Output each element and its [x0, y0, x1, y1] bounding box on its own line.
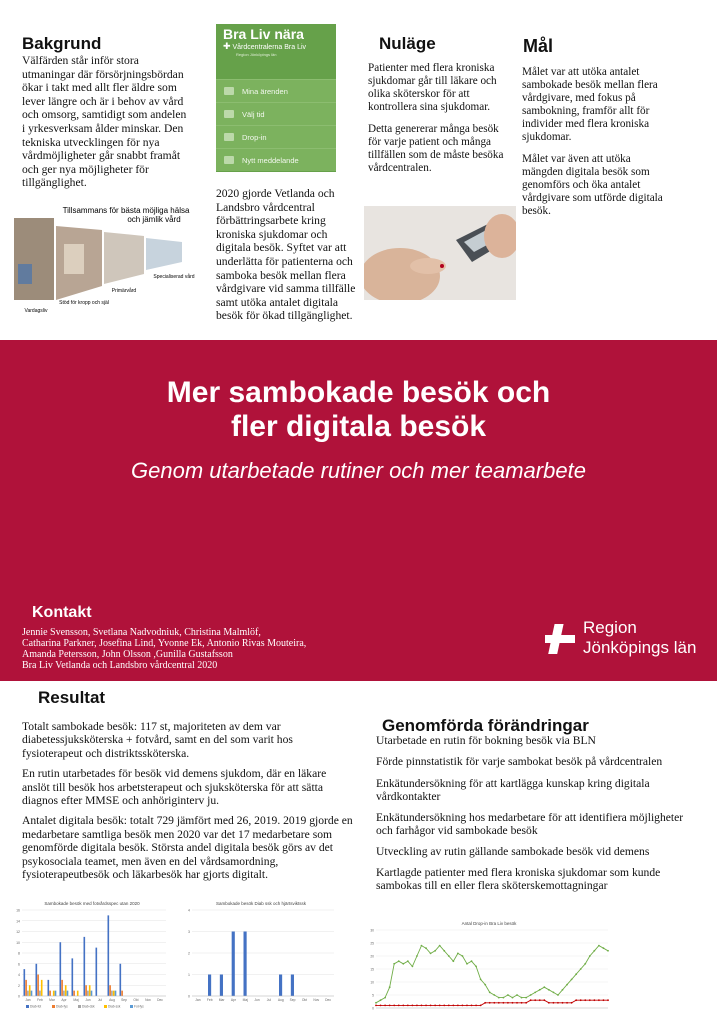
data-point — [507, 1002, 509, 1004]
x-tick-label: Jan — [25, 998, 31, 1002]
bra-liv-app-screenshot — [216, 24, 336, 172]
data-point — [557, 994, 559, 996]
x-tick-label: Jun — [254, 998, 260, 1002]
data-point — [484, 984, 486, 986]
photo-detail — [64, 244, 84, 274]
data-point — [421, 945, 423, 947]
data-point — [389, 986, 391, 988]
data-point — [407, 1005, 409, 1007]
legend-label: Diab-ssk — [108, 1004, 121, 1009]
legend-swatch — [52, 1005, 55, 1008]
bar — [27, 991, 29, 996]
data-point — [416, 955, 418, 957]
data-point — [439, 1005, 441, 1007]
x-tick-label: Aug — [277, 998, 284, 1002]
bar — [49, 991, 51, 996]
y-tick-label: 5 — [372, 993, 374, 998]
y-tick-label: 4 — [188, 908, 190, 913]
data-point — [475, 1005, 477, 1007]
x-tick-label: Apr — [230, 998, 236, 1002]
app-menu-item[interactable]: Välj tid — [216, 102, 336, 125]
data-point — [575, 999, 577, 1001]
bar — [87, 991, 89, 996]
bakgrund-text: Välfärden står inför stora utmaningar där försörjningsbördan ökar i takt med allt fler äldre som lever längre och är i behov av vård och omsorg, samtidigt som andelen i yrkesverksam ålder minskar. Den tekniska utvecklingen för nya vårdmöjligheter går snabbt framåt och ger nya möjligheter för tillgänglighet. — [22, 54, 187, 190]
person-icon — [224, 87, 234, 95]
bar — [244, 932, 247, 997]
data-point — [534, 992, 536, 994]
list-item: Utveckling av rutin gällande sambokade besök vid demens — [376, 845, 650, 859]
list-item: Kartlagde patienter med flera kroniska sjukdomar som kunde sambokas till en eller flera sköterskemottagningar — [376, 866, 661, 893]
x-tick-label: Dec — [325, 998, 332, 1002]
changes-list — [376, 734, 696, 901]
data-point — [493, 994, 495, 996]
app-subtitle: ✚ Vårdcentralerna Bra Liv — [223, 41, 307, 51]
poster-title-line-1: Mer sambokade besök och — [166, 376, 551, 409]
bar — [208, 975, 211, 997]
x-tick-label: Jul — [97, 998, 103, 1002]
data-point — [489, 1002, 491, 1004]
infographic-label-3: Primärvård — [111, 288, 137, 294]
data-point — [512, 997, 514, 999]
data-point — [457, 953, 459, 955]
data-point — [466, 1005, 468, 1007]
bar — [77, 991, 79, 996]
bar — [73, 991, 75, 996]
bar — [60, 942, 62, 996]
bar — [36, 964, 38, 996]
resultat-text — [22, 720, 354, 888]
bar — [121, 991, 123, 996]
series-line — [376, 1000, 608, 1005]
photo-primary — [104, 232, 144, 284]
x-tick-label: Maj — [242, 998, 248, 1002]
bar — [31, 991, 33, 996]
nulage-paragraph-1: Patienter med flera kroniska sjukdomar går till läkare och olika sköterskor för att kontrollera sina sjukdomar. — [368, 62, 497, 113]
legend-swatch — [130, 1005, 133, 1008]
data-point — [534, 999, 536, 1001]
data-point — [480, 1005, 482, 1007]
y-tick-label: 2 — [18, 983, 20, 988]
data-point — [598, 945, 600, 947]
resultat-paragraph-1: Totalt sambokade besök: 117 st, majoriteten av dem var diabetessjuksköterska + fotvård, samt en del som varit hos fysioterapeut och distriktssköterska. — [22, 720, 293, 760]
bar — [67, 991, 69, 996]
data-point — [580, 968, 582, 970]
x-tick-label: Feb — [206, 998, 213, 1002]
app-subsubtitle: Region Jönköpings län — [236, 52, 277, 57]
y-tick-label: 0 — [18, 994, 20, 999]
logo-text-2: Jönköpings län — [583, 638, 697, 657]
x-tick-label: Nov — [145, 998, 151, 1002]
mal-text — [522, 66, 668, 218]
data-point — [443, 1005, 445, 1007]
y-tick-label: 3 — [188, 930, 190, 934]
kontakt-line: Jennie Svensson, Svetlana Nadvodniuk, Christina Malmlöf, — [22, 627, 261, 638]
data-point — [475, 966, 477, 968]
poster-title — [0, 376, 717, 444]
x-tick-label: Okt — [301, 998, 307, 1002]
data-point — [562, 1002, 564, 1004]
nulage-text — [368, 62, 508, 175]
list-item: Enkätundersökning hos medarbetare för att identifiera möjligheter och farhågor vid sambokade besök — [376, 810, 684, 837]
x-tick-label: Feb — [37, 998, 43, 1002]
chart-sambokade-fotvard — [12, 898, 172, 1012]
data-point — [557, 1002, 559, 1004]
y-tick-label: 1 — [188, 973, 190, 977]
nulage-paragraph-2: Detta genererar många besök för varje patient och många tillfällen som de måste besöka vårdcentralen. — [368, 123, 504, 174]
data-point — [498, 997, 500, 999]
y-tick-label: 14 — [16, 919, 20, 924]
data-point — [375, 1005, 377, 1007]
bar — [108, 915, 110, 996]
bar — [291, 975, 294, 997]
app-menu-item[interactable]: Drop-in — [216, 125, 336, 148]
y-tick-label: 10 — [16, 940, 20, 945]
y-tick-label: 8 — [18, 951, 20, 956]
data-point — [484, 1002, 486, 1004]
kontakt-line: Amanda Petersson, John Olsson ,Gunilla Gustafsson — [22, 649, 233, 660]
bar — [96, 948, 98, 996]
kontakt-line: Bra Liv Vetlanda och Landsbro vårdcentral 2020 — [22, 660, 218, 671]
x-tick-label: Mar — [49, 998, 55, 1002]
mal-paragraph-1: Målet var att utöka antalet sambokade besök mellan flera vårdgivare, med fokus på sambokning, framför allt för individer med flera kroniska sjukdomar. — [522, 66, 658, 143]
chart-title: Sambokade besök Diab ssk och hjärtsviktssk — [215, 901, 307, 906]
data-point — [607, 950, 609, 952]
nulage-heading: Nuläge — [379, 34, 436, 53]
data-point — [411, 966, 413, 968]
list-item: Enkätundersökning för att kartlägga kunskap kring digitala vårdkontakter — [376, 776, 650, 803]
data-point — [480, 979, 482, 981]
legend-label: Fot-fys — [134, 1004, 144, 1009]
infographic-label-1: Vardagsliv — [24, 308, 48, 314]
data-point — [521, 1002, 523, 1004]
bar — [55, 991, 57, 996]
app-menu-item[interactable]: Nytt meddelande — [216, 148, 336, 171]
data-point — [598, 999, 600, 1001]
x-tick-label: Mar — [218, 998, 225, 1002]
data-point — [425, 1005, 427, 1007]
poster-subtitle: Genom utarbetade rutiner och mer teamarbete — [131, 458, 586, 483]
app-menu-item[interactable]: Mina ärenden — [216, 79, 336, 102]
app-title: Bra Liv nära — [223, 26, 304, 42]
bar — [85, 985, 87, 996]
x-tick-label: Nov — [313, 998, 320, 1002]
data-point — [471, 1005, 473, 1007]
logo-text-1: Region — [583, 618, 637, 637]
cross-logo-icon — [543, 622, 577, 656]
data-point — [398, 960, 400, 962]
data-point — [589, 999, 591, 1001]
resultat-heading: Resultat — [38, 688, 106, 707]
data-point — [507, 994, 509, 996]
data-point — [384, 997, 386, 999]
bar — [39, 991, 41, 996]
chart-title: Antal Drop-in Bra Liv besök — [461, 921, 517, 926]
data-point — [539, 999, 541, 1001]
photo-detail — [18, 264, 32, 284]
message-icon — [224, 156, 234, 164]
x-tick-label: Okt — [133, 998, 139, 1002]
mal-heading: Mål — [523, 36, 554, 56]
data-point — [521, 997, 523, 999]
data-point — [571, 979, 573, 981]
y-tick-label: 16 — [16, 908, 20, 913]
legend-label: Diab-fys — [56, 1004, 68, 1009]
y-tick-label: 0 — [188, 994, 190, 999]
legend-swatch — [104, 1005, 107, 1008]
region-jonkoping-logo — [543, 618, 703, 660]
y-tick-label: 4 — [18, 973, 20, 977]
data-point — [525, 997, 527, 999]
data-point — [512, 1002, 514, 1004]
bar — [220, 975, 223, 997]
data-point — [421, 1005, 423, 1007]
data-point — [462, 1005, 464, 1007]
x-tick-label: Sep — [121, 998, 127, 1002]
bar — [53, 991, 55, 996]
bar — [84, 937, 86, 996]
data-point — [471, 960, 473, 962]
chart-title: Sambokade besök med fotvårdsspec utan 2020 — [44, 901, 140, 906]
data-point — [607, 999, 609, 1001]
infographic-title-2: och jämlik vård — [127, 215, 181, 224]
data-point — [430, 953, 432, 955]
bar — [63, 991, 65, 996]
data-point — [448, 1005, 450, 1007]
data-point — [498, 1002, 500, 1004]
title-banner — [0, 340, 717, 681]
data-point — [439, 945, 441, 947]
legend-label: Diab-fot — [30, 1004, 42, 1009]
data-point — [393, 1005, 395, 1007]
data-point — [380, 999, 382, 1001]
x-tick-label: Jun — [85, 998, 91, 1002]
data-point — [443, 950, 445, 952]
data-point — [516, 994, 518, 996]
kontakt-text — [22, 627, 352, 671]
kontakt-line: Catharina Parkner, Josefina Lind, Yvonne Ek, Antonio Rivas Mouteira, — [22, 638, 307, 649]
kontakt-heading: Kontakt — [32, 604, 92, 621]
data-point — [530, 994, 532, 996]
list-item: Utarbetade en rutin för bokning besök via BLN — [376, 734, 596, 747]
data-point — [430, 1005, 432, 1007]
y-tick-label: 10 — [370, 980, 374, 985]
data-point — [562, 989, 564, 991]
data-point — [452, 1005, 454, 1007]
data-point — [539, 989, 541, 991]
data-point — [575, 973, 577, 975]
data-point — [603, 999, 605, 1001]
data-point — [434, 1005, 436, 1007]
data-point — [543, 999, 545, 1001]
x-tick-label: Apr — [61, 998, 67, 1002]
y-tick-label: 25 — [370, 941, 374, 946]
x-tick-label: Dec — [157, 998, 163, 1002]
bar — [232, 932, 235, 997]
data-point — [543, 986, 545, 988]
app-menu — [216, 79, 336, 171]
data-point — [425, 947, 427, 949]
data-point — [411, 1005, 413, 1007]
data-point — [416, 1005, 418, 1007]
bar — [72, 958, 74, 996]
chart-drop-in-besok — [364, 918, 614, 1018]
bar — [279, 975, 282, 997]
data-point — [593, 950, 595, 952]
bar — [41, 980, 43, 996]
bar — [61, 980, 63, 996]
data-point — [525, 1002, 527, 1004]
x-tick-label: Aug — [109, 998, 115, 1002]
y-tick-label: 12 — [16, 930, 20, 934]
y-tick-label: 30 — [370, 928, 374, 933]
bar — [91, 991, 93, 996]
data-point — [452, 960, 454, 962]
infographic-title-1: Tillsammans för bästa möjliga hälsa — [62, 206, 190, 215]
data-point — [489, 992, 491, 994]
data-point — [580, 999, 582, 1001]
data-point — [566, 1002, 568, 1004]
legend-swatch — [78, 1005, 81, 1008]
bars-icon — [224, 133, 234, 141]
data-point — [548, 989, 550, 991]
data-point — [584, 963, 586, 965]
data-point — [398, 1005, 400, 1007]
data-point — [530, 999, 532, 1001]
data-point — [384, 1005, 386, 1007]
glucose-meter-photo — [364, 206, 516, 300]
bar — [120, 964, 122, 996]
chart-sambokade-diab-hjartsvikt — [182, 898, 340, 1012]
legend-label: Diab-dsk — [82, 1004, 95, 1009]
data-point — [502, 997, 504, 999]
bar — [111, 991, 113, 996]
calendar-icon — [224, 110, 234, 118]
data-point — [402, 1005, 404, 1007]
data-point — [589, 955, 591, 957]
photo-specialist — [146, 238, 182, 270]
series-line — [376, 946, 608, 1003]
project-description: 2020 gjorde Vetlanda och Landsbro vårdcentral förbättringsarbete kring kroniska sjukdomar och digitala besök. Syftet var att underlätta för patienterna och samboka besök mellan flera vårdgivare vid samma tillfälle samt utöka antalet digitala besök för ökad tillgänglighet. — [216, 187, 356, 323]
data-point — [584, 999, 586, 1001]
infographic-label-2: Stöd för kropp och själ — [59, 300, 109, 306]
data-point — [603, 947, 605, 949]
legend-swatch — [26, 1005, 29, 1008]
bar — [115, 991, 117, 996]
y-tick-label: 20 — [370, 954, 374, 959]
data-point — [389, 1005, 391, 1007]
data-point — [553, 992, 555, 994]
data-point — [448, 955, 450, 957]
bar — [24, 969, 26, 996]
data-point — [548, 1002, 550, 1004]
data-point — [553, 1002, 555, 1004]
data-point — [466, 963, 468, 965]
mal-paragraph-2: Målet var även att utöka mängden digitala besök som genomförs och öka antalet vårdgivare som utförde digitala besök. — [522, 153, 663, 217]
x-tick-label: Sep — [289, 998, 296, 1002]
data-point — [407, 960, 409, 962]
data-point — [457, 1005, 459, 1007]
y-tick-label: 15 — [370, 967, 374, 972]
resultat-paragraph-3: Antalet digitala besök: totalt 729 jämfört med 26, 2019. 2019 gjorde en medarbetare samtliga besök men 2020 var det 17 medarbetare som genomförde digitala besök. Största andel digitala besök görs av det psykosociala teamet, men även en del vårdsamordning, fysioterapeutbesök och läkarbesök har gjorts digitalt. — [22, 814, 353, 882]
data-point — [380, 1005, 382, 1007]
data-point — [493, 1002, 495, 1004]
x-tick-label: Jul — [266, 998, 272, 1002]
data-point — [402, 963, 404, 965]
data-point — [566, 984, 568, 986]
infographic-label-4: Specialiserad vård — [153, 274, 195, 280]
bar — [65, 985, 67, 996]
bar — [48, 980, 50, 996]
data-point — [375, 1002, 377, 1004]
bar — [29, 985, 31, 996]
bar — [113, 991, 115, 996]
data-point — [462, 955, 464, 957]
genomforda-heading: Genomförda förändringar — [382, 716, 589, 735]
poster-title-line-2: fler digitala besök — [230, 410, 487, 443]
data-point — [516, 1002, 518, 1004]
data-point — [593, 999, 595, 1001]
y-tick-label: 6 — [18, 962, 20, 967]
data-point — [571, 1002, 573, 1004]
bar — [37, 975, 39, 997]
bar — [89, 985, 91, 996]
resultat-paragraph-2: En rutin utarbetades för besök vid demens sjukdom, där en läkare anslöt till besök hos arbetsterapeut och sjuksköterska för att sätta diagnos efter MMSE och anhöriginterv ju. — [22, 767, 327, 808]
y-tick-label: 0 — [372, 1006, 374, 1011]
data-point — [434, 950, 436, 952]
y-tick-label: 2 — [188, 951, 190, 956]
x-tick-label: Jan — [195, 998, 201, 1002]
x-tick-label: Maj — [73, 998, 79, 1002]
data-point — [393, 963, 395, 965]
data-point — [502, 1002, 504, 1004]
list-item: Förde pinnstatistik för varje sambokat besök på vårdcentralen — [376, 755, 663, 769]
bar — [25, 980, 27, 996]
photo-everyday — [14, 218, 54, 300]
care-levels-infographic — [14, 204, 214, 314]
bar — [109, 985, 111, 996]
bakgrund-heading: Bakgrund — [22, 34, 102, 53]
